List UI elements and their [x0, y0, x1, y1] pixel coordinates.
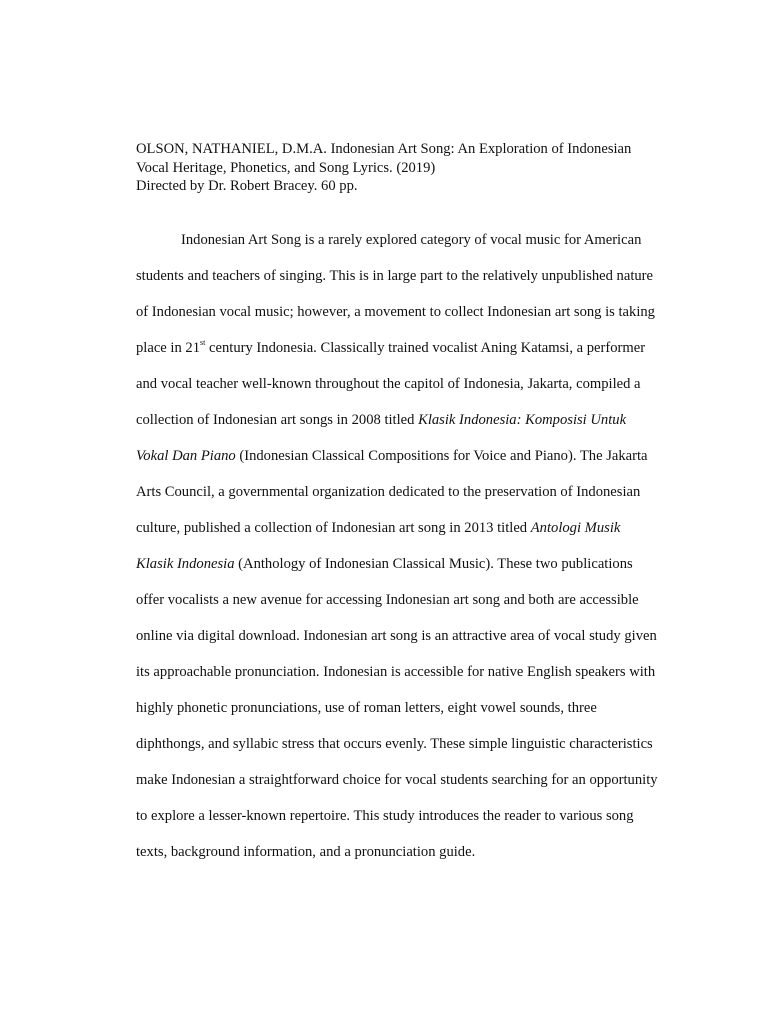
title-continuation-line: Vocal Heritage, Phonetics, and Song Lyrics. (2019) [136, 159, 436, 176]
abstract-text: (Indonesian Classical Compositions for Voice and Piano). The Jakarta [235, 448, 648, 464]
abstract-line: students and teachers of singing. This is in large part to the relatively unpublished nature [136, 268, 654, 284]
director-line: Directed by Dr. Robert Bracey. 60 pp. [136, 178, 358, 194]
abstract-line: its approachable pronunciation. Indonesian is accessible for native English speakers with [136, 664, 656, 680]
abstract-header [136, 140, 676, 196]
book-title-italic: Klasik Indonesia [136, 556, 235, 572]
abstract-line [136, 445, 676, 481]
abstract-text: place in 21 [136, 340, 201, 356]
book-title-italic: Klasik Indonesia: Komposisi Untuk [418, 412, 627, 428]
abstract-text: collection of Indonesian art songs in 2008 titled [136, 412, 419, 428]
abstract-line: make Indonesian a straightforward choice for vocal students searching for an opportunity [136, 772, 658, 788]
abstract-line: of Indonesian vocal music; however, a movement to collect Indonesian art song is taking [136, 304, 655, 320]
abstract-line: offer vocalists a new avenue for accessing Indonesian art song and both are accessible [136, 592, 639, 608]
abstract-line: diphthongs, and syllabic stress that occurs evenly. These simple linguistic characteristics [136, 736, 653, 752]
abstract-text: century Indonesia. Classically trained vocalist Aning Katamsi, a performer [205, 340, 646, 356]
abstract-line: Indonesian Art Song is a rarely explored category of vocal music for American [181, 232, 642, 248]
abstract-line [136, 337, 676, 373]
abstract-line: Arts Council, a governmental organization dedicated to the preservation of Indonesian [136, 484, 641, 500]
abstract-line: highly phonetic pronunciations, use of roman letters, eight vowel sounds, three [136, 700, 597, 716]
book-title-italic: Antologi Musik [530, 520, 621, 536]
ordinal-superscript: st [200, 338, 206, 348]
abstract-text: culture, published a collection of Indonesian art song in 2013 titled [136, 520, 531, 536]
abstract-line [136, 409, 676, 445]
abstract-line: texts, background information, and a pronunciation guide. [136, 844, 476, 860]
abstract-line [136, 517, 676, 553]
abstract-line [136, 553, 676, 589]
abstract-line: online via digital download. Indonesian art song is an attractive area of vocal study given [136, 628, 657, 644]
book-title-italic: Vokal Dan Piano [136, 448, 236, 464]
abstract-line: and vocal teacher well-known throughout the capitol of Indonesia, Jakarta, compiled a [136, 376, 641, 392]
abstract-body [136, 229, 676, 877]
abstract-text: (Anthology of Indonesian Classical Music). These two publications [234, 556, 633, 572]
abstract-line: to explore a lesser-known repertoire. This study introduces the reader to various song [136, 808, 634, 824]
author-title-line: OLSON, NATHANIEL, D.M.A. Indonesian Art Song: An Exploration of Indonesian [136, 141, 632, 157]
